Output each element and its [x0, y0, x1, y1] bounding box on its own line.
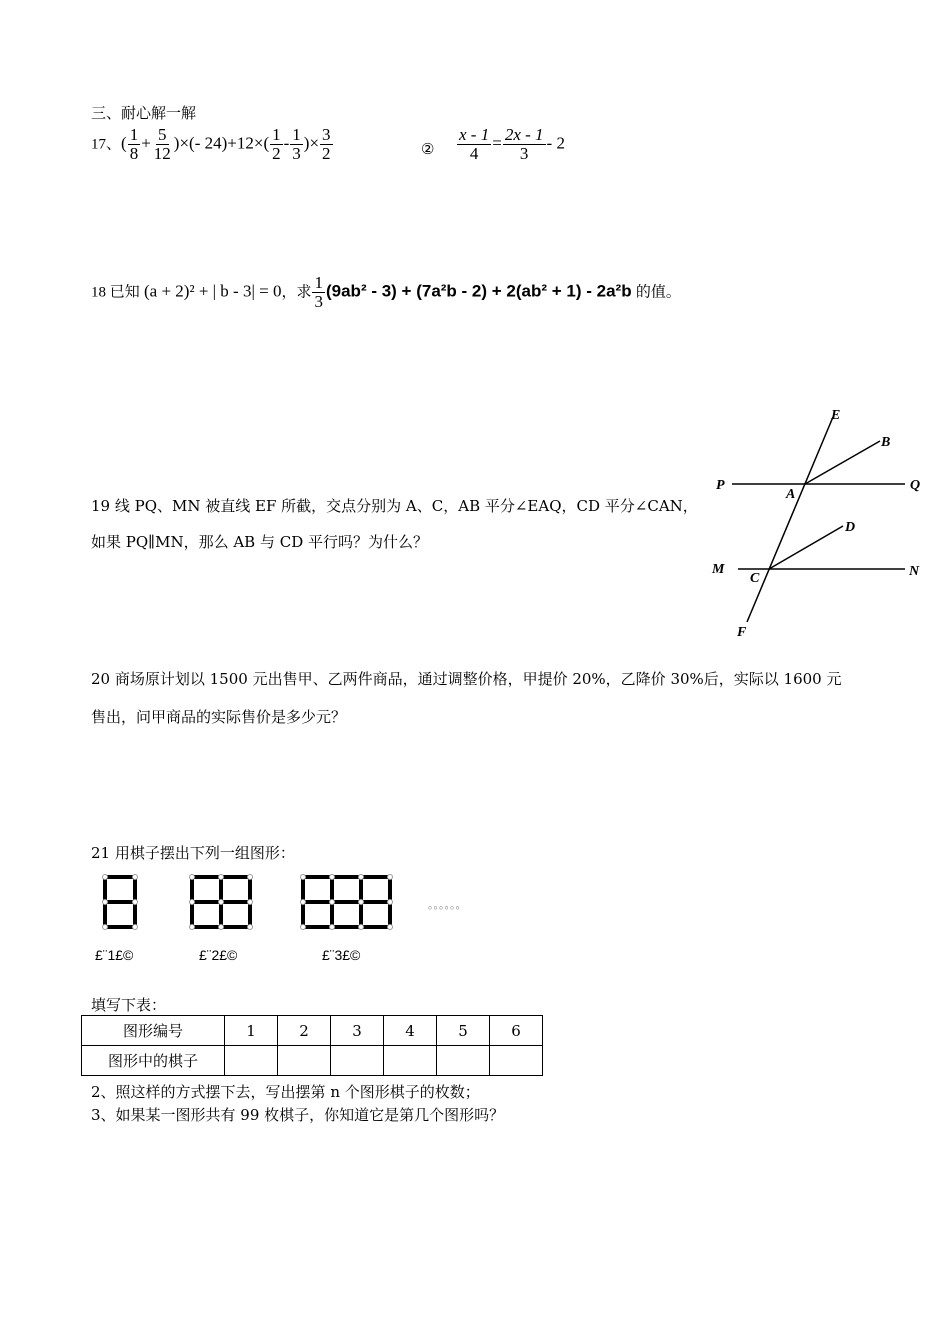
table-answer-cell[interactable] [490, 1046, 543, 1076]
q17-frac-1: $\frac{1}{8}$ [129, 125, 139, 163]
q18-ask: ，求 [281, 284, 312, 301]
q21-question-2: 2、照这样的方式摆下去，写出摆第 n 个图形棋子的枚数； [91, 1083, 480, 1101]
q18-tail: 的值。 [635, 284, 681, 301]
q21-intro: 21 用棋子摆出下列一组图形： [91, 844, 295, 862]
q19-geometry-diagram [700, 400, 940, 645]
label-f: F [737, 625, 747, 640]
q19-line-2: 如果 PQ∥MN，那么 AB 与 CD 平行吗？为什么？ [91, 533, 429, 551]
figure-label-2: £¨2£© [199, 947, 238, 963]
table-cell-number: 2 [278, 1016, 331, 1046]
ray-ab [805, 441, 880, 484]
q17-expression-2: $\frac{x - 1}{4}$ = $\frac{2x - 1}{3}$ - 2 [459, 125, 565, 163]
q17-label: 17、 [91, 136, 122, 153]
q17-frac-3: $\frac{1}{2}$ [272, 125, 281, 163]
q20-line-2: 售出，问甲商品的实际售价是多少元？ [91, 708, 347, 726]
figure-label-1: £¨1£© [95, 947, 134, 963]
q18-expression: (9ab² - 3) + (7a²b - 2) + 2(ab² + 1) - 2a²b [325, 281, 632, 301]
table-cell-number: 6 [490, 1016, 543, 1046]
table-row-label: 图形中的棋子 [82, 1046, 225, 1076]
table-answer-cell[interactable] [225, 1046, 278, 1076]
table-cell-number: 5 [437, 1016, 490, 1046]
section-title: 三、耐心解一解 [91, 104, 197, 122]
label-c: C [750, 571, 760, 586]
table-cell-number: 1 [225, 1016, 278, 1046]
q17-frac-4: $\frac{1}{3}$ [292, 125, 301, 163]
label-n: N [909, 564, 920, 579]
q17-frac-2: $\frac{5}{12}$ [153, 125, 171, 163]
table-answer-cell[interactable] [384, 1046, 437, 1076]
table-row [82, 1046, 543, 1076]
q17-rhs-frac: $\frac{2x - 1}{3}$ [504, 125, 544, 163]
q19-line-1: 19 线 PQ、MN 被直线 EF 所截，交点分别为 A、C，AB 平分∠EAQ，CD 平分∠CAN， [91, 497, 698, 515]
table-answer-cell[interactable] [437, 1046, 490, 1076]
table-row [82, 1016, 543, 1046]
q18-line [91, 274, 681, 311]
label-e: E [831, 408, 841, 423]
figure-ellipsis: 。。。。。。 [428, 898, 467, 911]
q17-part2-marker: ② [421, 140, 435, 158]
label-p: P [716, 478, 725, 493]
table-header-label: 图形编号 [82, 1016, 225, 1046]
q17-tail: - 2 [546, 133, 565, 153]
q21-question-3: 3、如果某一图形共有 99 枚棋子，你知道它是第几个图形吗？ [91, 1106, 505, 1124]
table-answer-cell[interactable] [278, 1046, 331, 1076]
q21-fill-prompt: 填写下表： [91, 996, 167, 1014]
q21-figures [95, 870, 515, 935]
figure-label-3: £¨3£© [322, 947, 361, 963]
q17-lhs-frac: $\frac{x - 1}{4}$ [459, 125, 490, 163]
q17-mid: ×(- 24)+12×( [179, 133, 270, 153]
label-d: D [845, 520, 856, 535]
figure-3 [303, 877, 390, 927]
label-m: M [712, 562, 725, 577]
q18-condition: (a + 2)² + | b - 3| = 0 [144, 281, 282, 301]
line-ef [747, 417, 833, 622]
table-cell-number: 4 [384, 1016, 437, 1046]
q17-frac-5: $\frac{3}{2}$ [322, 125, 331, 163]
ray-cd [769, 526, 843, 569]
figure-1 [105, 877, 135, 927]
label-q: Q [910, 478, 921, 493]
label-b: B [881, 435, 891, 450]
q21-table [81, 1015, 543, 1076]
q18-frac: $\frac{1}{3}$ [314, 273, 323, 311]
table-answer-cell[interactable] [331, 1046, 384, 1076]
q17-expression-1: 17、( $\frac{1}{8}$ + $\frac{5}{12}$ )×(- 24)+12×( $\frac{1}{2}$ - $\frac{1}{3}$ )× $\frac{3}{2}$ [91, 125, 331, 163]
label-a: A [786, 487, 796, 502]
q20-line-1: 20 商场原计划以 1500 元出售甲、乙两件商品，通过调整价格，甲提价 20%，乙降价 30%后，实际以 1600 元 [91, 670, 842, 688]
q18-label: 18 已知 [91, 284, 140, 301]
table-cell-number: 3 [331, 1016, 384, 1046]
